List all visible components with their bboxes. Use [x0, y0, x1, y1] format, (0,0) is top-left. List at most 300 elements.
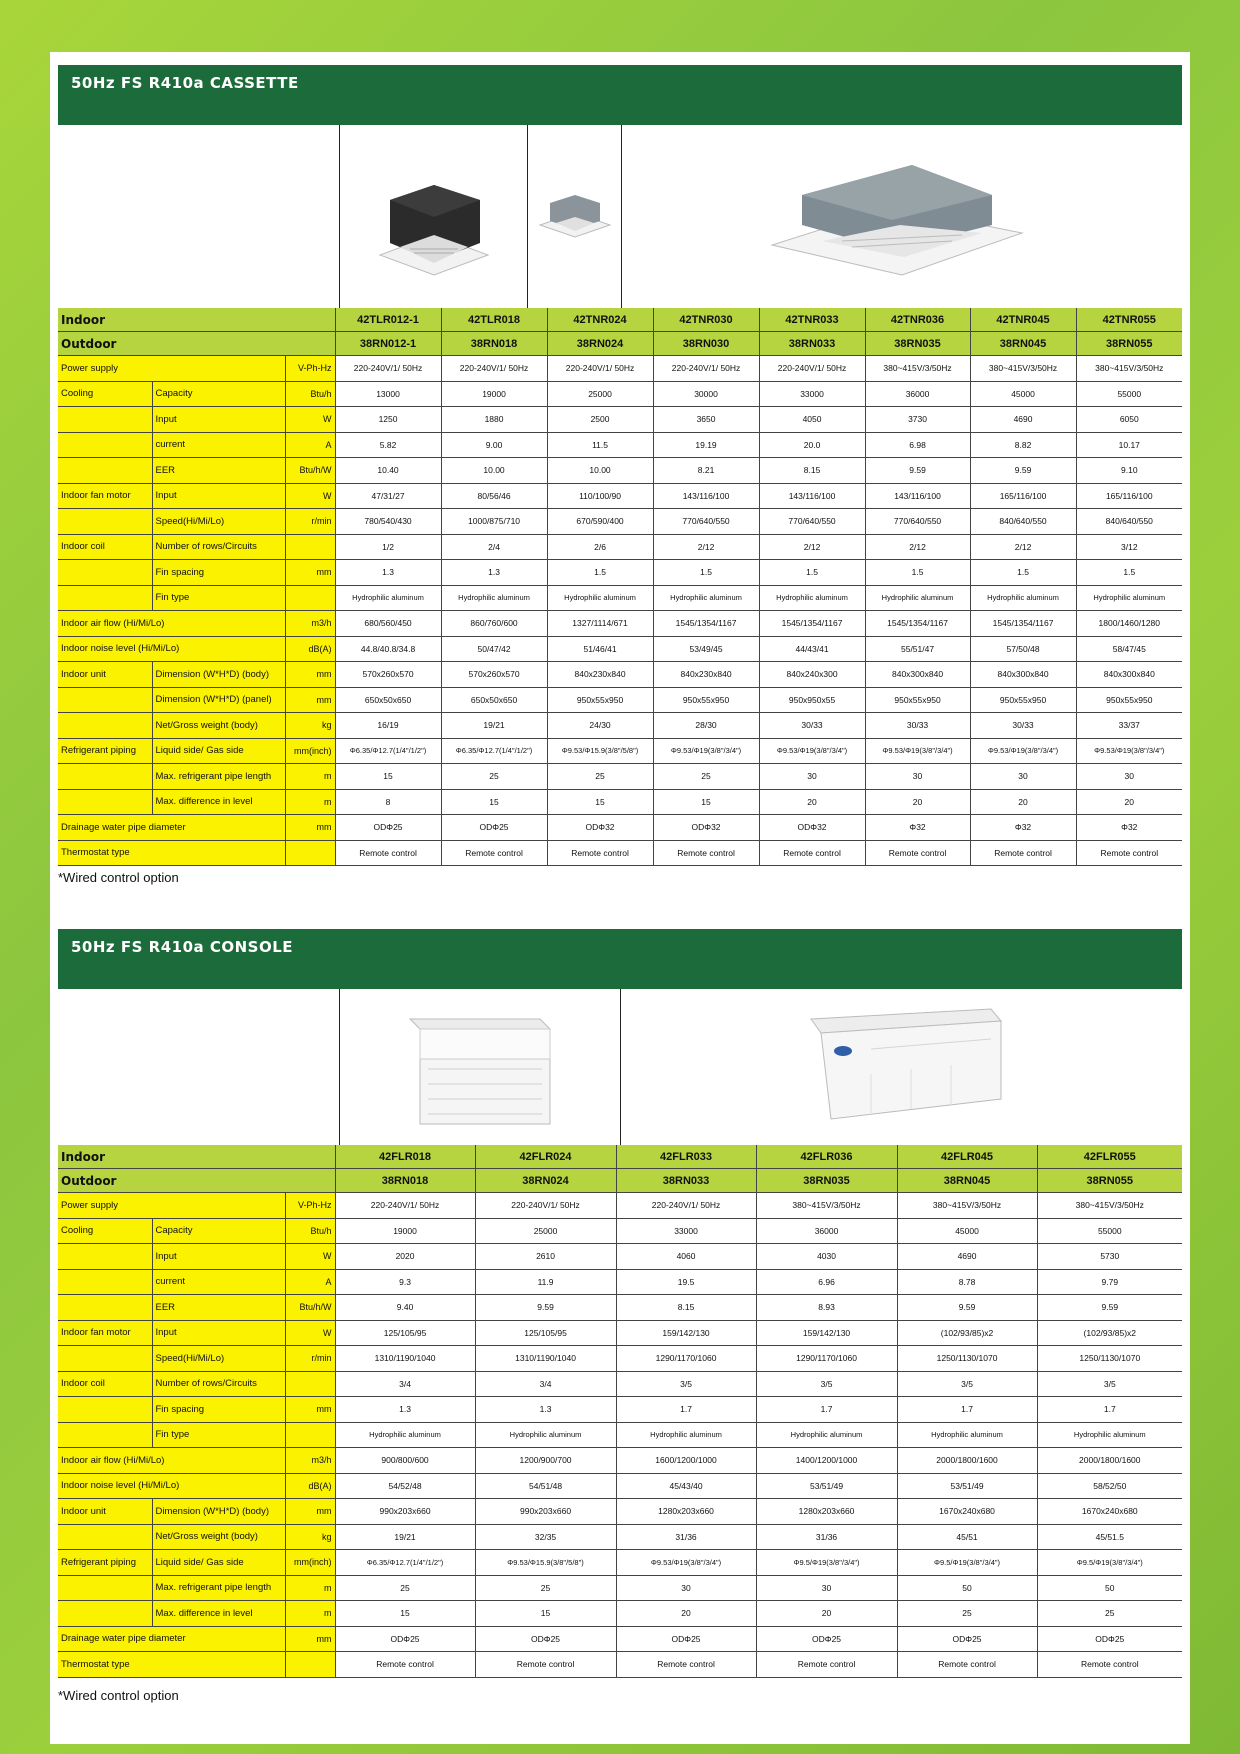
cassette-item-label: EER [152, 458, 285, 484]
cassette-spec-value: 3/12 [1076, 534, 1182, 560]
cassette-image-mini [527, 125, 622, 308]
cassette-spec-value: 30/33 [970, 713, 1076, 739]
console-spec-value: 990x203x660 [475, 1499, 616, 1525]
console-spec-value: 33000 [616, 1218, 756, 1244]
console-spec-row [58, 1193, 1182, 1219]
cassette-spec-value: 950x55x950 [547, 687, 653, 713]
cassette-outdoor-model: 38RN012-1 [335, 332, 441, 356]
cassette-spec-value: 570x260x570 [335, 662, 441, 688]
console-group-label: Drainage water pipe diameter [58, 1626, 285, 1652]
cassette-spec-value: 10.40 [335, 458, 441, 484]
console-indoor-model-row [58, 1145, 1182, 1169]
cassette-unit-label: W [285, 407, 335, 433]
cassette-spec-value: 220-240V/1/ 50Hz [547, 356, 653, 382]
console-section-header [58, 929, 1182, 989]
console-spec-value: ODΦ25 [335, 1626, 475, 1652]
cassette-outdoor-model-row [58, 332, 1182, 356]
cassette-spec-value: 2/6 [547, 534, 653, 560]
console-spec-value: Φ9.53/Φ15.9(3/8"/5/8") [475, 1550, 616, 1576]
cassette-unit-label: Btu/h/W [285, 458, 335, 484]
console-group-label [58, 1422, 152, 1448]
cassette-unit-label: mm [285, 662, 335, 688]
console-spec-value: 55000 [1037, 1218, 1182, 1244]
cassette-spec-value: 165/116/100 [1076, 483, 1182, 509]
cassette-spec-value: 50/47/42 [441, 636, 547, 662]
cassette-spec-value: ODΦ32 [653, 815, 759, 841]
console-spec-value: 2020 [335, 1244, 475, 1270]
cassette-spec-value: Remote control [653, 840, 759, 866]
console-group-label [58, 1397, 152, 1423]
cassette-spec-value: 6.98 [865, 432, 970, 458]
console-spec-value: 30 [756, 1575, 897, 1601]
cassette-spec-value: 8.21 [653, 458, 759, 484]
console-spec-value: Hydrophilic aluminum [475, 1422, 616, 1448]
console-item-label: Dimension (W*H*D) (body) [152, 1499, 285, 1525]
console-spec-value: 125/105/95 [335, 1320, 475, 1346]
cassette-spec-value: Φ32 [970, 815, 1076, 841]
cassette-spec-value: 950x950x55 [759, 687, 865, 713]
console-group-label: Indoor fan motor [58, 1320, 152, 1346]
cassette-group-label: Indoor noise level (Hi/Mi/Lo) [58, 636, 285, 662]
cassette-spec-value: 650x50x650 [335, 687, 441, 713]
cassette-indoor-model: 42TLR012-1 [335, 308, 441, 332]
console-unit-label: W [285, 1244, 335, 1270]
cassette-item-label: Dimension (W*H*D) (body) [152, 662, 285, 688]
cassette-unit-label: mm [285, 560, 335, 586]
console-spec-row [58, 1269, 1182, 1295]
cassette-spec-value: 770/640/550 [653, 509, 759, 535]
console-unit-label: W [285, 1320, 335, 1346]
console-unit-label: r/min [285, 1346, 335, 1372]
cassette-spec-value: 9.59 [865, 458, 970, 484]
cassette-item-label: Max. refrigerant pipe length [152, 764, 285, 790]
console-group-label: Indoor unit [58, 1499, 152, 1525]
cassette-unit-label: Btu/h [285, 381, 335, 407]
cassette-group-label: Drainage water pipe diameter [58, 815, 285, 841]
cassette-outdoor-model: 38RN035 [865, 332, 970, 356]
console-spec-value: 3/5 [1037, 1371, 1182, 1397]
cassette-spec-value: 840x240x300 [759, 662, 865, 688]
console-spec-value: ODΦ25 [616, 1626, 756, 1652]
console-item-label: Input [152, 1320, 285, 1346]
cassette-group-label [58, 458, 152, 484]
cassette-spec-value: 15 [547, 789, 653, 815]
cassette-spec-value: 4050 [759, 407, 865, 433]
cassette-spec-value: 1.5 [759, 560, 865, 586]
cassette-spec-value: 2/4 [441, 534, 547, 560]
cassette-spec-value: 110/100/90 [547, 483, 653, 509]
console-spec-value: 53/51/49 [897, 1473, 1037, 1499]
cassette-spec-value: 57/50/48 [970, 636, 1076, 662]
cassette-group-label [58, 560, 152, 586]
cassette-indoor-model-row [58, 308, 1182, 332]
console-spec-value: (102/93/85)x2 [1037, 1320, 1182, 1346]
console-spec-value: 15 [475, 1601, 616, 1627]
spec-sheet [50, 52, 1190, 1744]
cassette-spec-row [58, 738, 1182, 764]
cassette-spec-row [58, 662, 1182, 688]
console-unit-label: dB(A) [285, 1473, 335, 1499]
console-spec-value: 15 [335, 1601, 475, 1627]
cassette-spec-value: 30 [970, 764, 1076, 790]
cassette-product-images [58, 125, 1182, 308]
cassette-spec-value: 1.5 [1076, 560, 1182, 586]
cassette-spec-value: 44.8/40.8/34.8 [335, 636, 441, 662]
cassette-spec-value: 2500 [547, 407, 653, 433]
console-spec-value: 19.5 [616, 1269, 756, 1295]
cassette-spec-value: 19000 [441, 381, 547, 407]
cassette-group-label [58, 789, 152, 815]
console-item-label: EER [152, 1295, 285, 1321]
console-spec-value: Remote control [756, 1652, 897, 1678]
cassette-spec-value: Φ6.35/Φ12.7(1/4"/1/2") [335, 738, 441, 764]
cassette-group-label [58, 687, 152, 713]
cassette-spec-value: 53/49/45 [653, 636, 759, 662]
console-unit-label: m [285, 1601, 335, 1627]
cassette-spec-value: 3650 [653, 407, 759, 433]
cassette-spec-value: 55/51/47 [865, 636, 970, 662]
cassette-unit-label [285, 534, 335, 560]
console-spec-value: 25 [897, 1601, 1037, 1627]
cassette-group-label [58, 585, 152, 611]
console-group-label [58, 1575, 152, 1601]
cassette-item-label: Capacity [152, 381, 285, 407]
cassette-spec-value: 30000 [653, 381, 759, 407]
cassette-unit-label: dB(A) [285, 636, 335, 662]
console-spec-value: 380~415V/3/50Hz [897, 1193, 1037, 1219]
cassette-spec-value: ODΦ32 [759, 815, 865, 841]
console-spec-value: Remote control [616, 1652, 756, 1678]
cassette-spec-value: 1800/1460/1280 [1076, 611, 1182, 637]
cassette-spec-value: 25 [441, 764, 547, 790]
console-indoor-model: 42FLR018 [335, 1145, 475, 1169]
cassette-spec-value: 20 [759, 789, 865, 815]
cassette-indoor-model: 42TNR030 [653, 308, 759, 332]
console-outdoor-model: 38RN018 [335, 1169, 475, 1193]
cassette-spec-row [58, 356, 1182, 382]
cassette-spec-value: ODΦ25 [441, 815, 547, 841]
console-indoor-model: 42FLR045 [897, 1145, 1037, 1169]
console-spec-value: Hydrophilic aluminum [897, 1422, 1037, 1448]
cassette-spec-row [58, 407, 1182, 433]
cassette-spec-value: 1545/1354/1167 [970, 611, 1076, 637]
cassette-spec-value: 58/47/45 [1076, 636, 1182, 662]
console-group-label: Indoor coil [58, 1371, 152, 1397]
cassette-item-label: Fin spacing [152, 560, 285, 586]
cassette-spec-value: 840x300x840 [1076, 662, 1182, 688]
cassette-spec-value: 11.5 [547, 432, 653, 458]
cassette-spec-value: 51/46/41 [547, 636, 653, 662]
console-group-label [58, 1295, 152, 1321]
console-spec-value: 1280x203x660 [616, 1499, 756, 1525]
console-spec-row [58, 1397, 1182, 1423]
console-spec-value: 8.78 [897, 1269, 1037, 1295]
cassette-spec-value: 1.5 [865, 560, 970, 586]
cassette-item-label: Max. difference in level [152, 789, 285, 815]
cassette-group-label: Thermostat type [58, 840, 285, 866]
cassette-spec-value: 30/33 [759, 713, 865, 739]
cassette-spec-value: 380~415V/3/50Hz [865, 356, 970, 382]
console-spec-value: 125/105/95 [475, 1320, 616, 1346]
cassette-item-label: Input [152, 407, 285, 433]
console-indoor-model: 42FLR036 [756, 1145, 897, 1169]
cassette-spec-value: 840x300x840 [865, 662, 970, 688]
cassette-spec-value: 1.5 [547, 560, 653, 586]
cassette-indoor-model: 42TNR033 [759, 308, 865, 332]
console-unit-label [285, 1371, 335, 1397]
cassette-group-label [58, 509, 152, 535]
console-item-label: Max. refrigerant pipe length [152, 1575, 285, 1601]
console-spec-value: 1600/1200/1000 [616, 1448, 756, 1474]
console-spec-value: 9.59 [897, 1295, 1037, 1321]
cassette-spec-value: 10.00 [547, 458, 653, 484]
console-item-label: Fin spacing [152, 1397, 285, 1423]
console-unit-label: Btu/h [285, 1218, 335, 1244]
console-outdoor-model: 38RN055 [1037, 1169, 1182, 1193]
console-spec-value: ODΦ25 [756, 1626, 897, 1652]
cassette-spec-value: 2/12 [759, 534, 865, 560]
console-spec-value: 25 [475, 1575, 616, 1601]
cassette-spec-value: 220-240V/1/ 50Hz [759, 356, 865, 382]
cassette-spec-value: Hydrophilic aluminum [865, 585, 970, 611]
cassette-spec-value: 8.82 [970, 432, 1076, 458]
console-spec-value: 1.3 [335, 1397, 475, 1423]
console-spec-value: 50 [1037, 1575, 1182, 1601]
console-item-label: Fin type [152, 1422, 285, 1448]
console-spec-value: 990x203x660 [335, 1499, 475, 1525]
cassette-spec-value: 840x230x840 [547, 662, 653, 688]
cassette-spec-value: 30 [1076, 764, 1182, 790]
console-item-label: Capacity [152, 1218, 285, 1244]
cassette-spec-row [58, 687, 1182, 713]
cassette-spec-value: Φ9.53/Φ15.9(3/8"/5/8") [547, 738, 653, 764]
console-spec-value: 9.59 [1037, 1295, 1182, 1321]
cassette-unit-label: mm [285, 687, 335, 713]
cassette-unit-label [285, 840, 335, 866]
cassette-spec-value: 19/21 [441, 713, 547, 739]
cassette-spec-value: 1327/1114/671 [547, 611, 653, 637]
cassette-indoor-model: 42TLR018 [441, 308, 547, 332]
console-spec-value: 1280x203x660 [756, 1499, 897, 1525]
cassette-spec-table [58, 308, 1182, 866]
cassette-unit-label: m [285, 789, 335, 815]
cassette-group-label [58, 713, 152, 739]
console-note: *Wired control option [58, 1688, 179, 1703]
console-item-label: Input [152, 1244, 285, 1270]
cassette-unit-label [285, 585, 335, 611]
cassette-spec-value: 20 [865, 789, 970, 815]
cassette-spec-value: 780/540/430 [335, 509, 441, 535]
cassette-spec-row [58, 789, 1182, 815]
cassette-group-label: Power supply [58, 356, 285, 382]
cassette-spec-value: 8 [335, 789, 441, 815]
cassette-spec-value: 30 [865, 764, 970, 790]
cassette-item-label: Dimension (W*H*D) (panel) [152, 687, 285, 713]
console-indoor-model: 42FLR055 [1037, 1145, 1182, 1169]
console-spec-value: 1250/1130/1070 [1037, 1346, 1182, 1372]
cassette-indoor-model: 42TNR036 [865, 308, 970, 332]
console-spec-value: 20 [616, 1601, 756, 1627]
console-indoor-label: Indoor [58, 1145, 335, 1169]
cassette-spec-value: 680/560/450 [335, 611, 441, 637]
cassette-indoor-model: 42TNR055 [1076, 308, 1182, 332]
cassette-spec-value: 47/31/27 [335, 483, 441, 509]
console-spec-value: 45/43/40 [616, 1473, 756, 1499]
cassette-unit-label: m3/h [285, 611, 335, 637]
console-group-label: Cooling [58, 1218, 152, 1244]
console-spec-value: 54/52/48 [335, 1473, 475, 1499]
cassette-spec-value: 33000 [759, 381, 865, 407]
cassette-spec-value: 1.5 [970, 560, 1076, 586]
console-spec-row [58, 1575, 1182, 1601]
cassette-outdoor-label: Outdoor [58, 332, 335, 356]
console-unit-label: m3/h [285, 1448, 335, 1474]
cassette-spec-value: 55000 [1076, 381, 1182, 407]
console-group-label [58, 1524, 152, 1550]
cassette-spec-value: 670/590/400 [547, 509, 653, 535]
console-spec-value: 220-240V/1/ 50Hz [616, 1193, 756, 1219]
console-outdoor-model: 38RN045 [897, 1169, 1037, 1193]
cassette-spec-value: 5.82 [335, 432, 441, 458]
cassette-spec-value: Remote control [335, 840, 441, 866]
cassette-spec-value: Hydrophilic aluminum [441, 585, 547, 611]
cassette-outdoor-model: 38RN030 [653, 332, 759, 356]
console-spec-value: 900/800/600 [335, 1448, 475, 1474]
cassette-spec-value: 15 [653, 789, 759, 815]
cassette-spec-value: 28/30 [653, 713, 759, 739]
cassette-spec-value: 2/12 [653, 534, 759, 560]
cassette-spec-value: Φ6.35/Φ12.7(1/4"/1/2") [441, 738, 547, 764]
console-group-label [58, 1244, 152, 1270]
cassette-group-label: Refrigerant piping [58, 738, 152, 764]
console-spec-value: Φ6.35/Φ12.7(1/4"/1/2") [335, 1550, 475, 1576]
cassette-spec-value: 143/116/100 [653, 483, 759, 509]
console-spec-value: 159/142/130 [756, 1320, 897, 1346]
cassette-spec-row [58, 764, 1182, 790]
console-spec-value: 9.79 [1037, 1269, 1182, 1295]
console-spec-row [58, 1371, 1182, 1397]
console-spec-value: 9.3 [335, 1269, 475, 1295]
console-spec-value: 4060 [616, 1244, 756, 1270]
console-unit-label: mm(inch) [285, 1550, 335, 1576]
console-outdoor-model: 38RN035 [756, 1169, 897, 1193]
cassette-spec-value: 1880 [441, 407, 547, 433]
cassette-spec-value: 220-240V/1/ 50Hz [653, 356, 759, 382]
console-spec-value: ODΦ25 [1037, 1626, 1182, 1652]
cassette-unit-label: r/min [285, 509, 335, 535]
cassette-group-label [58, 764, 152, 790]
cassette-spec-row [58, 713, 1182, 739]
cassette-spec-value: 165/116/100 [970, 483, 1076, 509]
cassette-spec-value: 1250 [335, 407, 441, 433]
cassette-spec-value: Remote control [1076, 840, 1182, 866]
cassette-spec-value: 36000 [865, 381, 970, 407]
console-spec-value: 6.96 [756, 1269, 897, 1295]
console-spec-value: 20 [756, 1601, 897, 1627]
console-spec-value: 25 [335, 1575, 475, 1601]
cassette-spec-value: 10.00 [441, 458, 547, 484]
console-spec-value: 2610 [475, 1244, 616, 1270]
console-spec-value: 8.93 [756, 1295, 897, 1321]
console-unit-label [285, 1652, 335, 1678]
console-outdoor-model-row [58, 1169, 1182, 1193]
cassette-indoor-model: 42TNR024 [547, 308, 653, 332]
cassette-spec-value: 950x55x950 [653, 687, 759, 713]
cassette-spec-value: 143/116/100 [865, 483, 970, 509]
console-spec-value: 3/4 [475, 1371, 616, 1397]
cassette-spec-value: Remote control [865, 840, 970, 866]
cassette-spec-row [58, 509, 1182, 535]
console-unit-label: m [285, 1575, 335, 1601]
console-spec-value: 1290/1170/1060 [756, 1346, 897, 1372]
cassette-spec-value: 950x55x950 [970, 687, 1076, 713]
console-spec-value: 2000/1800/1600 [1037, 1448, 1182, 1474]
console-unit-label: mm [285, 1397, 335, 1423]
cassette-spec-value: 24/30 [547, 713, 653, 739]
console-spec-row [58, 1218, 1182, 1244]
cassette-spec-value: 860/760/600 [441, 611, 547, 637]
console-spec-value: Hydrophilic aluminum [335, 1422, 475, 1448]
console-spec-value: ODΦ25 [475, 1626, 616, 1652]
cassette-spec-value: 570x260x570 [441, 662, 547, 688]
cassette-spec-value: Hydrophilic aluminum [970, 585, 1076, 611]
cassette-item-label: Input [152, 483, 285, 509]
cassette-spec-value: 380~415V/3/50Hz [970, 356, 1076, 382]
console-spec-value: 4030 [756, 1244, 897, 1270]
cassette-item-label: current [152, 432, 285, 458]
cassette-spec-value: 10.17 [1076, 432, 1182, 458]
console-group-label: Indoor noise level (Hi/Mi/Lo) [58, 1473, 285, 1499]
console-spec-row [58, 1295, 1182, 1321]
cassette-title: 50Hz FS R410a CASSETTE [71, 74, 299, 92]
console-item-label: Net/Gross weight (body) [152, 1524, 285, 1550]
console-spec-value: 4690 [897, 1244, 1037, 1270]
console-spec-value: 30 [616, 1575, 756, 1601]
cassette-spec-value: 9.10 [1076, 458, 1182, 484]
console-spec-value: 54/51/48 [475, 1473, 616, 1499]
console-spec-value: Φ9.5/Φ19(3/8"/3/4") [1037, 1550, 1182, 1576]
cassette-group-label [58, 432, 152, 458]
cassette-spec-value: 1.3 [441, 560, 547, 586]
cassette-spec-value: Remote control [970, 840, 1076, 866]
cassette-spec-value: 25 [547, 764, 653, 790]
cassette-image-large [621, 125, 1183, 308]
console-spec-value: 45/51 [897, 1524, 1037, 1550]
console-unit-label: mm [285, 1499, 335, 1525]
cassette-spec-value: 9.00 [441, 432, 547, 458]
cassette-section-header [58, 65, 1182, 125]
console-spec-value: 1290/1170/1060 [616, 1346, 756, 1372]
cassette-spec-value: Hydrophilic aluminum [759, 585, 865, 611]
console-spec-value: 58/52/50 [1037, 1473, 1182, 1499]
console-spec-row [58, 1320, 1182, 1346]
cassette-spec-value: 950x55x950 [1076, 687, 1182, 713]
console-spec-table [58, 1145, 1182, 1678]
cassette-group-label: Cooling [58, 381, 152, 407]
cassette-spec-row [58, 534, 1182, 560]
cassette-spec-row [58, 636, 1182, 662]
cassette-spec-value: Hydrophilic aluminum [547, 585, 653, 611]
cassette-spec-value: 33/37 [1076, 713, 1182, 739]
console-item-label: Max. difference in level [152, 1601, 285, 1627]
cassette-spec-row [58, 432, 1182, 458]
cassette-spec-value: 950x55x950 [865, 687, 970, 713]
cassette-unit-label: A [285, 432, 335, 458]
cassette-item-label: Fin type [152, 585, 285, 611]
cassette-indoor-label: Indoor [58, 308, 335, 332]
cassette-spec-value: 30 [759, 764, 865, 790]
cassette-spec-value: 20 [1076, 789, 1182, 815]
